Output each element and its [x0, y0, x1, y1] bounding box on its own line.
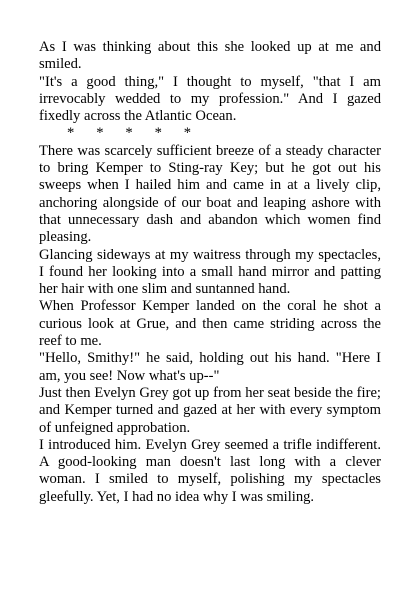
paragraph: Just then Evelyn Grey got up from her seat beside the fire; and Kemper turned and gazed at her with every symptom of unfeigned approbation.	[39, 384, 381, 436]
paragraph: As I was thinking about this she looked up at me and smiled.	[39, 39, 381, 73]
section-break: * * * * *	[67, 125, 192, 142]
paragraph: "Hello, Smithy!" he said, holding out his hand. "Here I am, you see! Now what's up--"	[39, 350, 381, 384]
paragraph: There was scarcely sufficient breeze of a steady character to bring Kemper to Sting-ray Key; but he got out his sweeps when I hailed him and came in at a lively clip, anchoring alongside of our boat and leaping ashore with that unnecessary dash and abandon which women find pleasing.	[39, 142, 381, 246]
paragraph: When Professor Kemper landed on the coral he shot a curious look at Grue, and then came striding across the reef to me.	[39, 298, 381, 350]
paragraph: "It's a good thing," I thought to myself, "that I am irrevocably wedded to my profession." And I gazed fixedly across the Atlantic Ocean.	[39, 73, 381, 125]
document-page	[39, 39, 381, 506]
paragraph: I introduced him. Evelyn Grey seemed a trifle indifferent. A good-looking man doesn't last long with a clever woman. I smiled to myself, polishing my spectacles gleefully. Yet, I had no idea why I was smiling.	[39, 436, 381, 505]
paragraph: Glancing sideways at my waitress through my spectacles, I found her looking into a small hand mirror and patting her hair with one slim and suntanned hand.	[39, 246, 381, 298]
